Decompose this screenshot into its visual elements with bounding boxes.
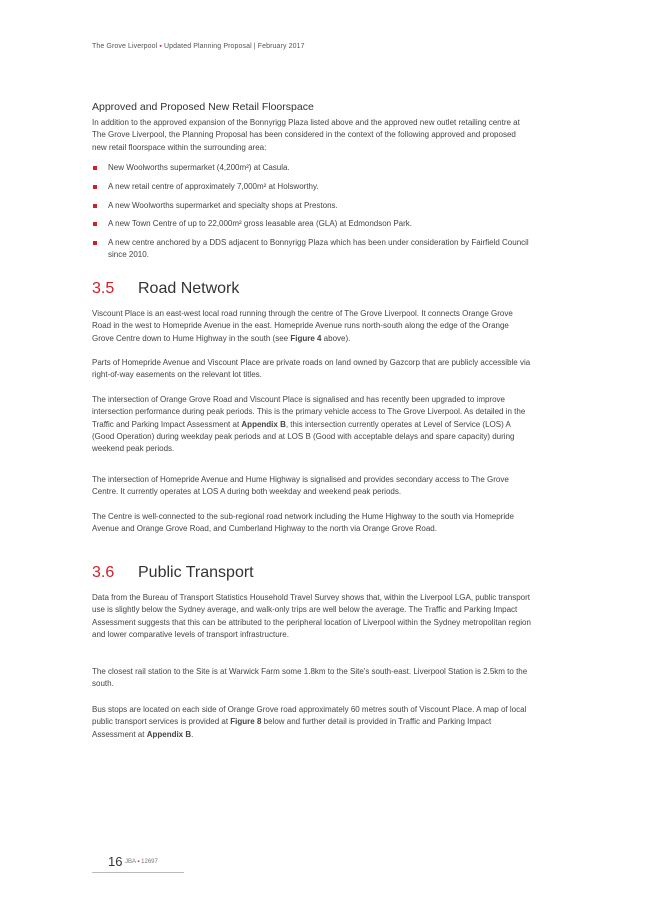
figure-reference: Figure 4 xyxy=(290,333,322,343)
footer-separator: ▪ xyxy=(137,859,140,865)
list-item-text: A new Town Centre of up to 22,000m² gross leasable area (GLA) at Edmondson Park. xyxy=(108,219,413,229)
header-doc-subtitle: Updated Planning Proposal | February 2017 xyxy=(164,43,305,50)
section-number: 3.5 xyxy=(92,280,115,297)
bullet-square-icon xyxy=(93,185,97,189)
road-paragraph-2: Parts of Homepride Avenue and Viscount Place are private roads on land owned by Gazcorp that are publicly accessible via right-of-way easements on the relevant lot titles. xyxy=(92,358,531,380)
list-item xyxy=(92,218,532,230)
header-separator: ▪ xyxy=(159,43,162,50)
appendix-reference: Appendix B xyxy=(146,729,192,739)
transport-paragraph-3: Bus stops are located on each side of Orange Grove road approximately 60 metres south of Viscount Place. A map of local public transport services is provided at Figure 8 below and further detail is provided in Traffic and Parking Impact Assessment at Appendix B. xyxy=(92,705,527,739)
list-item-text: A new Woolworths supermarket and specialty shops at Prestons. xyxy=(108,200,338,210)
road-paragraph-1: Viscount Place is an east-west local road running through the centre of The Grove Liverpool. It connects Orange Grove Road in the west to Homepride Avenue in the east. Homepride Avenue runs north-south along the edge of the Orange Grove Centre down to Hume Highway in the south (see Figure 4 above). xyxy=(92,309,513,343)
road-paragraph-5: The Centre is well-connected to the sub-regional road network including the Hume Highway to the south via Homepride Avenue and Orange Grove Road, and Cumberland Highway to the north via Orange Grove Road. xyxy=(92,512,515,534)
bullet-square-icon xyxy=(93,241,97,245)
section-title: Public Transport xyxy=(138,564,254,581)
list-item xyxy=(92,237,532,262)
retail-intro-paragraph: In addition to the approved expansion of the Bonnyrigg Plaza listed above and the approved new outlet retailing centre at The Grove Liverpool, the Planning Proposal has been considered in the context of the following approved and proposed new retail floorspace within the surrounding area: xyxy=(92,118,520,152)
page-number: 16 xyxy=(108,854,123,869)
section-road-network-heading xyxy=(92,278,532,300)
footer-rule xyxy=(92,872,184,873)
appendix-reference: Appendix B xyxy=(241,419,286,429)
list-item-text: New Woolworths supermarket (4,200m²) at Casula. xyxy=(108,163,290,172)
list-item xyxy=(92,200,532,212)
figure-reference: Figure 8 xyxy=(230,717,262,727)
transport-paragraph-2: The closest rail station to the Site is at Warwick Farm some 1.8km to the Site's south-east. Liverpool Station is 2.5km to the south. xyxy=(92,667,528,689)
retail-floorspace-heading: Approved and Proposed New Retail Floorspace xyxy=(92,101,314,113)
header-doc-title: The Grove Liverpool xyxy=(92,43,158,50)
transport-paragraph-1: Data from the Bureau of Transport Statistics Household Travel Survey shows that, within the Liverpool LGA, public transport use is slightly below the Sydney average, and walk-only trips are well below the average. The Traffic and Parking Impact Assessment suggests that this can be attributed to the peripheral location of Liverpool within the Sydney metropolitan region and lower comparative levels of transport infrastructure. xyxy=(92,593,531,639)
list-item-text: A new retail centre of approximately 7,000m² at Holsworthy. xyxy=(108,181,319,191)
footer-org: JBA xyxy=(125,859,136,865)
list-item xyxy=(92,181,532,193)
section-public-transport-heading xyxy=(92,562,532,584)
section-number: 3.6 xyxy=(92,564,115,581)
bullet-square-icon xyxy=(93,204,97,208)
list-item xyxy=(92,162,532,174)
footer-ref-number: 12697 xyxy=(141,859,158,865)
section-title: Road Network xyxy=(138,280,240,297)
list-item-text: A new centre anchored by a DDS adjacent to Bonnyrigg Plaza which has been under consideration by Fairfield Council since 2010. xyxy=(108,238,529,260)
bullet-square-icon xyxy=(93,222,97,226)
retail-bullet-list xyxy=(92,162,532,268)
footer-reference xyxy=(125,859,158,865)
road-paragraph-4: The intersection of Homepride Avenue and Hume Highway is signalised and provides secondary access to The Grove Centre. It currently operates at LOS A during both weekday and weekend peak periods. xyxy=(92,475,509,497)
running-header xyxy=(92,43,305,50)
bullet-square-icon xyxy=(93,166,97,170)
road-paragraph-3: The intersection of Orange Grove Road and Viscount Place is signalised and has recently been upgraded to improve intersection performance during peak periods. This is the primary vehicle access to The Grove Liverpool. As detailed in the Traffic and Parking Impact Assessment at Appendix B, this intersection currently operates at Level of Service (LOS) A (Good Operation) during weekday peak periods and at LOS B (Good with acceptable delays and spare capacity) during weekend peak periods. xyxy=(92,395,526,454)
